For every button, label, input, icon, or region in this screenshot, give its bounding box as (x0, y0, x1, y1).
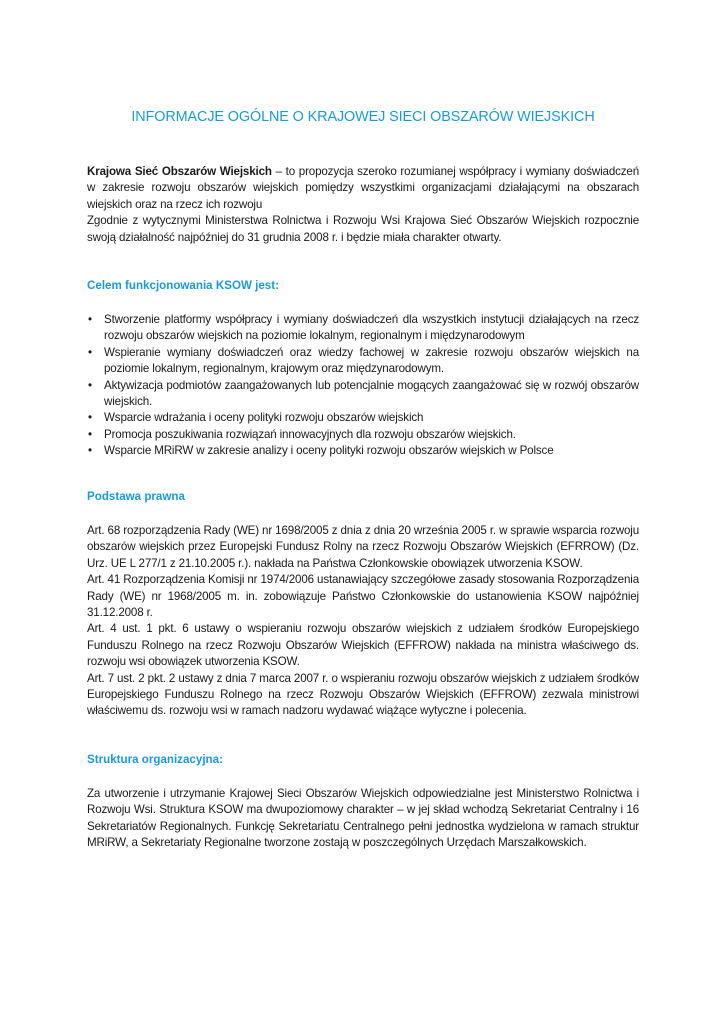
list-item-text: Wsparcie MRiRW w zakresie analizy i oceny polityki rozwoju obszarów wiejskich w Polsce (104, 444, 554, 458)
list-item (87, 312, 639, 345)
page-title: INFORMACJE OGÓLNE O KRAJOWEJ SIECI OBSZARÓW WIEJSKICH (131, 109, 595, 125)
bullet-icon: • (88, 444, 92, 458)
list-item-text: Promocja poszukiwania rozwiązań innowacyjnych dla rozwoju obszarów wiejskich. (104, 427, 516, 441)
legal-heading: Podstawa prawna (87, 490, 185, 503)
structure-heading: Struktura organizacyjna: (87, 753, 223, 766)
legal-section (87, 523, 639, 720)
list-item-text: Wspieranie wymiany doświadczeń oraz wiedzy fachowej w zakresie rozwoju obszarów wiejskich na poziomie lokalnym, regionalnym, krajowym oraz międzynarodowym. (104, 345, 639, 376)
intro-bold-lead: Krajowa Sieć Obszarów Wiejskich (87, 165, 272, 178)
list-item-text: Wsparcie wdrażania i oceny polityki rozwoju obszarów wiejskich (104, 411, 424, 425)
list-item (87, 443, 639, 459)
list-item (87, 427, 639, 443)
structure-paragraph: Za utworzenie i utrzymanie Krajowej Sieci Obszarów Wiejskich odpowiedzialne jest Ministerstwo Rolnictwa i Rozwoju Wsi. Struktura KSOW ma dwupoziomowy charakter – w jej skład wchodzą Sekretariat Centralny i 16 Sekretariatów Regionalnych. Funkcję Sekretariatu Centralnego pełni jednostka wydzielona w ramach struktur MRiRW, a Sekretariaty Regionalne tworzone zostają w poszczególnych Urzędach Marszałkowskich. (87, 787, 639, 850)
list-item (87, 345, 639, 378)
intro-paragraph-2: Zgodnie z wytycznymi Ministerstwa Rolnictwa i Rozwoju Wsi Krajowa Sieć Obszarów Wiejskich rozpocznie swoją działalność najpóźniej do 31 grudnia 2008 r. i będzie miała charakter otwarty. (87, 214, 639, 244)
bullet-icon: • (88, 378, 92, 392)
legal-paragraph-2: Art. 41 Rozporządzenia Komisji nr 1974/2006 ustanawiający szczegółowe zasady stosowania Rozporządzenia Rady (WE) nr 1968/2005 m. in. zobowiązuje Państwo Członkowskie do ustanowienia KSOW najpóźniej 31.12.2008 r. (87, 573, 639, 620)
list-item (87, 410, 639, 426)
legal-paragraph-3: Art. 4 ust. 1 pkt. 6 ustawy o wspieraniu rozwoju obszarów wiejskich z udziałem środków Europejskiego Funduszu Rolnego na rzecz Rozwoju Obszarów Wiejskich (EFFROW) nakłada na ministra właściwego ds. rozwoju wsi obowiązek utworzenia KSOW. (87, 622, 639, 669)
intro-text: – to propozycja szeroko rozumianej współpracy i wymiany doświadczeń w zakresie rozwoju obszarów wiejskich pomiędzy wszystkimi organizacjami działającymi na obszarach wiejskich oraz na rzecz ich rozwoju (87, 165, 640, 211)
list-item-text: Stworzenie platformy współpracy i wymiany doświadczeń dla wszystkich instytucji działających na rzecz rozwoju obszarów wiejskich na poziomie lokalnym, regionalnym i międzynarodowym (104, 313, 639, 343)
legal-paragraph-1: Art. 68 rozporządzenia Rady (WE) nr 1698/2005 z dnia z dnia 20 września 2005 r. w sprawie wsparcia rozwoju obszarów wiejskich przez Europejski Fundusz Rolny na rzecz Rozwoju Obszarów Wiejskich (EFRROW) (Dz. Urz. UE L 277/1 z 21.10.2005 r.). nakłada na Państwa Członkowskie obowiązek utworzenia KSOW. (87, 524, 639, 570)
list-item (87, 378, 639, 411)
bullet-icon: • (88, 345, 92, 359)
goals-list-section (87, 312, 639, 460)
bullet-icon: • (88, 313, 92, 326)
bullet-icon: • (88, 411, 92, 425)
bullet-icon: • (88, 427, 92, 441)
intro-section (87, 164, 639, 246)
list-item-text: Aktywizacja podmiotów zaangażowanych lub potencjalnie mogących zaangażować się w rozwój obszarów wiejskich. (104, 378, 639, 409)
goals-list (87, 312, 639, 460)
intro-paragraph (87, 164, 639, 213)
legal-paragraph-4: Art. 7 ust. 2 pkt. 2 ustawy z dnia 7 marca 2007 r. o wspieraniu rozwoju obszarów wiejskich z udziałem środków Europejskiego Funduszu Rolnego na rzecz Rozwoju Obszarów Wiejskich (EFFROW) zezwala ministrowi właściwemu ds. rozwoju wsi w ramach nadzoru wydawać wiążące wytyczne i polecenia. (87, 671, 639, 718)
structure-section (87, 786, 639, 852)
goals-heading: Celem funkcjonowania KSOW jest: (87, 279, 279, 292)
